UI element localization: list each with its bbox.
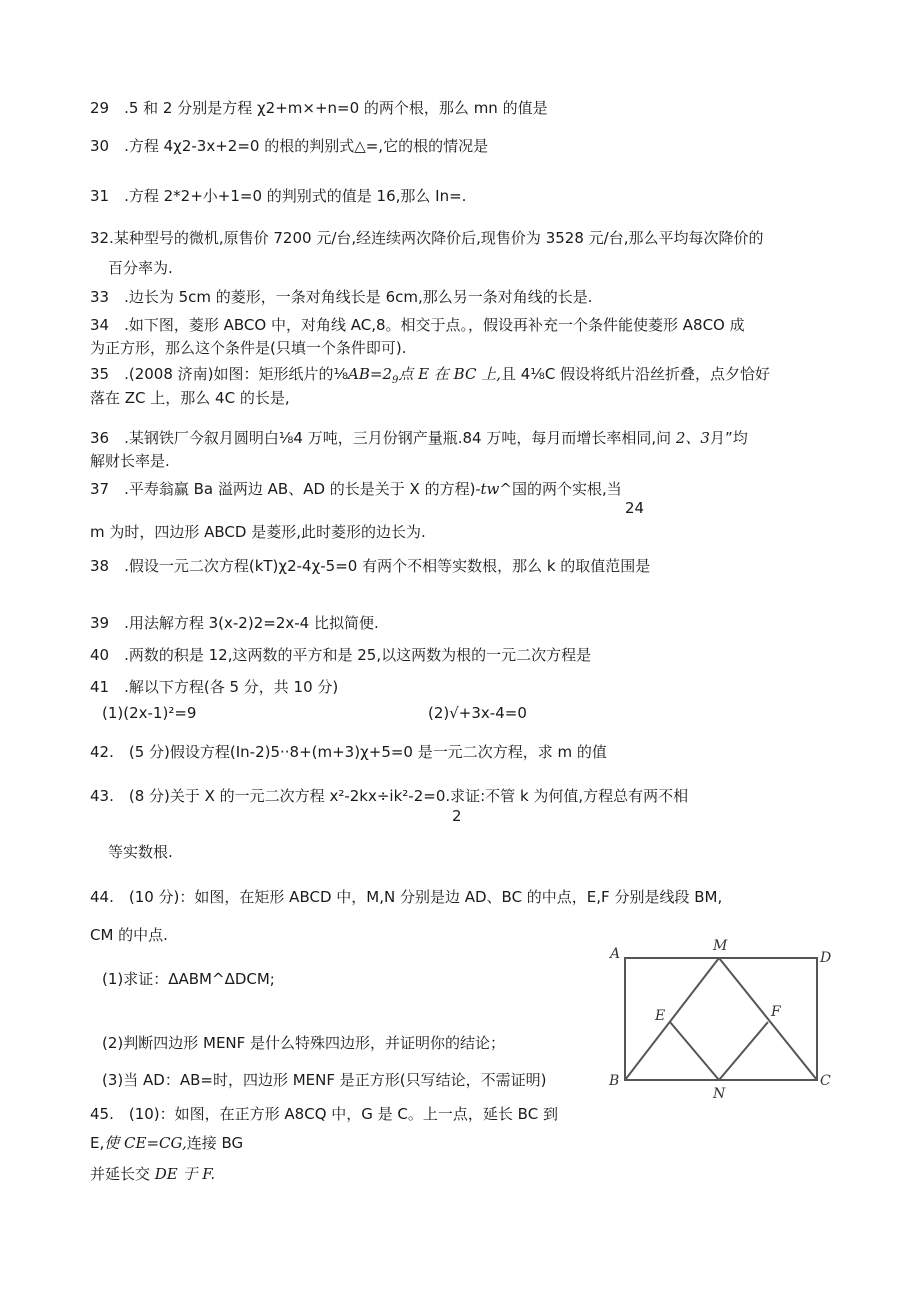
- q37-text-b: 国的两个实根,当: [511, 480, 622, 498]
- label-A: A: [610, 946, 621, 962]
- question-36-line1: [90, 428, 748, 448]
- q45-text-b: 连接 BG: [186, 1134, 244, 1152]
- label-N: N: [713, 1086, 726, 1102]
- q35-subscript: 9: [392, 375, 399, 386]
- question-42: 42. (5 分)假设方程(In-2)5··8+(m+3)χ+5=0 是一元二次方程，求 m 的值: [90, 743, 607, 761]
- question-32-line1: 32.某种型号的微机,原售价 7200 元/台,经连续两次降价后,现售价为 3528 元/台,那么平均每次降价的: [90, 229, 764, 247]
- question-44-line2: CM 的中点.: [90, 926, 168, 944]
- q45-formula: 使 CE=CG,: [104, 1134, 187, 1152]
- question-34-line2: 为正方形，那么这个条件是(只填一个条件即可).: [90, 339, 407, 357]
- question-44-part1: (1)求证：ΔABM^ΔDCM;: [102, 970, 275, 988]
- label-B: B: [609, 1073, 620, 1089]
- question-40: 40 .两数的积是 12,这两数的平方和是 25,以这两数为根的一元二次方程是: [90, 646, 592, 664]
- question-45-line1: 45. (10)：如图，在正方形 A8CQ 中，G 是 C。上一点，延长 BC 到: [90, 1105, 558, 1123]
- question-44-part3: (3)当 AD：AB=时，四边形 MENF 是正方形(只写结论，不需证明): [102, 1071, 547, 1089]
- question-43-line2: 等实数根.: [108, 843, 173, 861]
- q35-formula-2: 点 E 在 BC 上,: [398, 365, 501, 383]
- question-41-part2: (2)√+3x-4=0: [428, 704, 527, 722]
- q45-formula-2: DE 于 F.: [154, 1165, 216, 1183]
- q36-month: 2、3: [675, 429, 710, 447]
- label-F: F: [771, 1004, 781, 1020]
- question-35-line2: 落在 ZC 上，那么 4C 的长是,: [90, 389, 290, 407]
- label-D: D: [820, 950, 832, 966]
- question-41: 41 .解以下方程(各 5 分，共 10 分): [90, 678, 339, 696]
- question-29: 29 .5 和 2 分别是方程 χ2+m×+n=0 的两个根，那么 mn 的值是: [90, 99, 548, 117]
- question-38: 38 .假设一元二次方程(kT)χ2-4χ-5=0 有两个不相等实数根，那么 k 的取值范围是: [90, 557, 651, 575]
- q37-formula: -tw^: [475, 480, 512, 498]
- segment-NF: [719, 1022, 768, 1080]
- question-41-part1: (1)(2x-1)²=9: [102, 704, 197, 722]
- question-35-line1: [90, 364, 770, 391]
- question-37-line2: m 为时，四边形 ABCD 是菱形,此时菱形的边长为.: [90, 523, 426, 541]
- question-43-line1: 43. (8 分)关于 X 的一元二次方程 x²-2kx÷ik²-2=0.求证:不管 k 为何值,方程总有两不相: [90, 787, 689, 805]
- rectangle-ABCD: [625, 958, 817, 1080]
- label-E: E: [655, 1008, 666, 1024]
- question-31: 31 .方程 2*2+小+1=0 的判别式的值是 16,那么 In=.: [90, 187, 467, 205]
- question-39: 39 .用法解方程 3(x-2)2=2x-4 比拟简便.: [90, 614, 379, 632]
- q35-formula: AB=2: [348, 365, 393, 383]
- q35-text-a: 35 .(2008 济南)如图：矩形纸片的⅛: [90, 365, 349, 383]
- question-45-line3: [90, 1164, 215, 1184]
- segment-EN: [670, 1022, 719, 1080]
- question-43-fraction: 2: [452, 807, 462, 825]
- q35-text-b: 且 4⅛C 假设将纸片沿丝折叠，点夕恰好: [500, 365, 771, 383]
- question-45-line2: [90, 1133, 243, 1153]
- question-33: 33 .边长为 5cm 的菱形，一条对角线长是 6cm,那么另一条对角线的长是.: [90, 288, 593, 306]
- question-44-line1: 44. (10 分)：如图，在矩形 ABCD 中，M,N 分别是边 AD、BC 的中点，E,F 分别是线段 BM,: [90, 888, 723, 906]
- question-44-part2: (2)判断四边形 MENF 是什么特殊四边形，并证明你的结论；: [102, 1034, 506, 1052]
- q37-text-a: 37 .平寿翁赢 Ba 溢两边 AB、AD 的长是关于 X 的方程): [90, 480, 476, 498]
- q45-text-c: 并延长交: [90, 1165, 155, 1183]
- question-36-line2: 解财长率是.: [90, 452, 170, 470]
- q36-text-b: 月”均: [709, 429, 748, 447]
- question-37-line1: [90, 479, 622, 499]
- q45-text-a: E,: [90, 1134, 105, 1152]
- question-32-line2: 百分率为.: [108, 259, 173, 277]
- label-M: M: [713, 938, 728, 954]
- rectangle-diagram: [600, 936, 840, 1106]
- label-C: C: [820, 1073, 831, 1089]
- q36-text-a: 36 .某钢铁厂今叙月圆明白⅛4 万吨，三月份钢产量瓶.84 万吨，每月而增长率相同,问: [90, 429, 676, 447]
- question-37-fraction: 24: [625, 499, 645, 517]
- question-30: 30 .方程 4χ2-3x+2=0 的根的判别式△=,它的根的情况是: [90, 137, 489, 155]
- segment-BM: [625, 958, 719, 1080]
- rectangle-figure: [600, 936, 840, 1106]
- question-34-line1: 34 .如下图，菱形 ABCO 中，对角线 AC,8。相交于点。，假设再补充一个条件能使菱形 A8CO 成: [90, 316, 745, 334]
